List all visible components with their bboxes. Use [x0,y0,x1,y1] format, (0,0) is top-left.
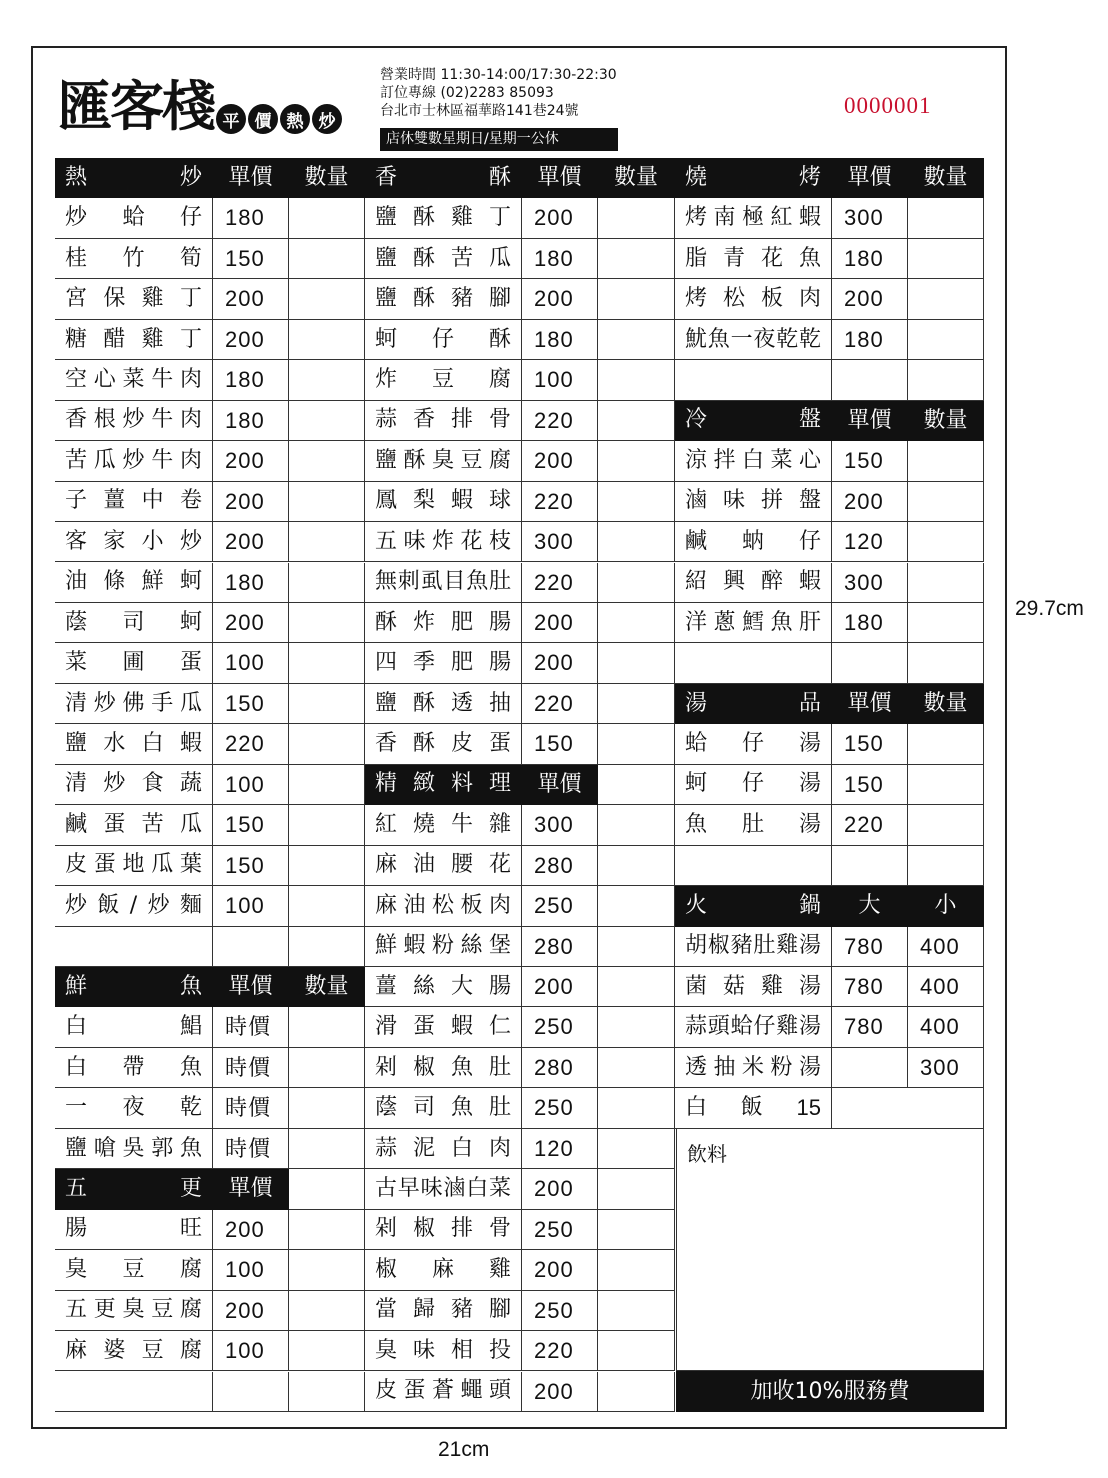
menu-item-name: 臭 豆 腐 [55,1250,213,1290]
menu-item-small-price: 400 [908,967,984,1007]
menu-item-price: 200 [522,967,598,1007]
menu-item-price: 15 [796,1095,821,1121]
quantity-cell [289,279,365,319]
drinks-label: 飲料 [687,1142,727,1166]
reservation-phone: 訂位專線 (02)2283 85093 [380,85,554,101]
menu-item-name: 剁 椒 排 骨 [365,1210,522,1250]
menu-item-price [832,643,908,683]
quantity-cell [289,1250,365,1290]
quantity-cell [289,441,365,481]
quantity-cell [289,320,365,360]
quantity-cell [289,1088,365,1128]
quantity-cell [598,482,675,522]
menu-item-name: 四 季 肥 腸 [365,643,522,683]
drinks-box [676,1128,984,1371]
menu-item-price: 200 [213,1291,289,1331]
menu-item-price: 250 [522,1007,598,1047]
menu-item-price: 250 [522,1210,598,1250]
quantity-cell [598,643,675,683]
menu-item-name: 臭 味 相 投 [365,1331,522,1371]
menu-item-price: 200 [522,603,598,643]
menu-item-name: 炒 蛤 仔 [55,198,213,238]
menu-item-price: 200 [522,1169,598,1209]
menu-item-price: 時價 [213,1088,289,1128]
quantity-cell [289,360,365,400]
quantity-cell [598,603,675,643]
menu-item-price: 780 [832,1007,908,1047]
serial-number: 0000001 [844,93,932,118]
menu-item-price: 220 [522,1331,598,1371]
quantity-cell [598,846,675,886]
menu-item-price: 200 [213,603,289,643]
empty-cell [832,1088,984,1128]
menu-item-price: 780 [832,967,908,1007]
quantity-cell [598,724,675,764]
menu-item-name: 胡 椒 豬 肚 雞 湯 [675,927,832,967]
menu-item-price: 100 [213,1331,289,1371]
quantity-cell [289,805,365,845]
quantity-cell [598,1088,675,1128]
menu-item-name: 腸 旺 [55,1210,213,1250]
menu-item-price: 250 [522,1088,598,1128]
quantity-cell [598,1007,675,1047]
menu-item-name [55,927,213,967]
menu-item-name: 空 心 菜 牛 肉 [55,360,213,400]
quantity-cell [289,886,365,926]
quantity-cell [598,1129,675,1169]
menu-item-price: 280 [522,1048,598,1088]
menu-item-name: 糖 醋 雞 丁 [55,320,213,360]
menu-item-price: 120 [832,522,908,562]
quantity-cell [598,198,675,238]
menu-item-name: 酥 炸 肥 腸 [365,603,522,643]
menu-item-name: 香 根 炒 牛 肉 [55,401,213,441]
menu-item-name: 蚵 仔 湯 [675,765,832,805]
menu-item-name: 白 鯧 [55,1007,213,1047]
quantity-cell [598,563,675,603]
menu-item-price: 200 [522,441,598,481]
menu-item-name [675,360,832,400]
menu-item-name: 鹽 酥 豬 腳 [365,279,522,319]
quantity-cell [598,360,675,400]
section-header: 五 更 [55,1169,213,1209]
menu-item-name: 烤 松 板 肉 [675,279,832,319]
quantity-cell [908,522,984,562]
menu-item-price: 200 [213,441,289,481]
menu-item-name: 客 家 小 炒 [55,522,213,562]
menu-item-name: 鹹 蚋 仔 [675,522,832,562]
menu-item-name: 蒜 香 排 骨 [365,401,522,441]
menu-item-price: 180 [832,320,908,360]
quantity-cell [908,441,984,481]
menu-item-price: 250 [522,1291,598,1331]
menu-item-price: 200 [522,1250,598,1290]
menu-item-name: 蒜 頭 蛤 仔 雞 湯 [675,1007,832,1047]
quantity-cell [598,279,675,319]
menu-item-name: 紹 興 醉 蝦 [675,563,832,603]
quantity-cell [289,563,365,603]
menu-item-price: 150 [213,684,289,724]
menu-item-name: 無 刺 虱 目 魚 肚 [365,563,522,603]
menu-item-name: 蔭 司 蚵 [55,603,213,643]
quantity-cell [289,684,365,724]
menu-item-name: 鳳 梨 蝦 球 [365,482,522,522]
menu-item-name: 透 抽 米 粉 湯 [675,1048,832,1088]
section-header: 湯 品 [675,684,832,724]
quantity-cell [598,1250,675,1290]
menu-item-name: 脂 青 花 魚 [675,239,832,279]
menu-item-price: 150 [832,724,908,764]
logo-text: 匯客棧 [58,74,214,138]
menu-item-name: 蔭 司 魚 肚 [365,1088,522,1128]
menu-item-name: 白 帶 魚 [55,1048,213,1088]
menu-item-name: 白 飯 15 [675,1088,832,1128]
menu-item-name: 剁 椒 魚 肚 [365,1048,522,1088]
column-header-qty: 數量 [289,158,365,198]
menu-item-price: 300 [832,198,908,238]
column-header-price: 單價 [522,765,598,805]
menu-item-price: 200 [522,279,598,319]
menu-item-price: 180 [522,320,598,360]
quantity-cell [289,401,365,441]
menu-item-name: 鹽 嗆 吳 郭 魚 [55,1129,213,1169]
menu-item-price: 200 [213,320,289,360]
menu-item-name: 當 歸 豬 腳 [365,1291,522,1331]
service-fee-banner: 加收10%服務費 [676,1371,984,1412]
quantity-cell [908,320,984,360]
menu-item-name: 五 味 炸 花 枝 [365,522,522,562]
menu-item-price: 180 [832,603,908,643]
menu-item-name: 苦 瓜 炒 牛 肉 [55,441,213,481]
column-header-qty: 數量 [908,684,984,724]
menu-item-price: 150 [522,724,598,764]
menu-item-name: 蛤 仔 湯 [675,724,832,764]
section-header: 熱 炒 [55,158,213,198]
quantity-cell [598,401,675,441]
section-header: 燒 烤 [675,158,832,198]
menu-item-price: 180 [213,401,289,441]
quantity-cell [289,1129,365,1169]
menu-item-name: 鹽 酥 苦 瓜 [365,239,522,279]
menu-item-name: 皮 蛋 蒼 蠅 頭 [365,1372,522,1412]
logo-sub-char: 炒 [312,104,342,134]
menu-item-price: 120 [522,1129,598,1169]
logo-sub-char: 價 [248,104,278,134]
menu-item-name: 涼 拌 白 菜 心 [675,441,832,481]
quantity-cell [598,1210,675,1250]
menu-item-price: 200 [213,522,289,562]
menu-item-price: 300 [832,563,908,603]
menu-item-price: 100 [213,765,289,805]
quantity-cell [598,1372,675,1412]
menu-item-name: 薑 絲 大 腸 [365,967,522,1007]
column-header-qty: 小 [908,886,984,926]
quantity-cell [289,724,365,764]
width-dimension: 21cm [438,1438,490,1461]
column-header-price: 單價 [213,967,289,1007]
menu-item-price: 200 [832,279,908,319]
menu-item-name: 鹽 酥 雞 丁 [365,198,522,238]
menu-item-price: 250 [522,886,598,926]
menu-item-price: 100 [213,886,289,926]
menu-item-price: 300 [522,522,598,562]
menu-item-name: 鹹 蛋 苦 瓜 [55,805,213,845]
menu-item-price: 200 [522,1372,598,1412]
quantity-cell [289,1048,365,1088]
menu-item-name: 一 夜 乾 [55,1088,213,1128]
menu-item-price: 220 [522,684,598,724]
quantity-cell [598,967,675,1007]
menu-item-name: 滷 味 拼 盤 [675,482,832,522]
menu-item-name: 紅 燒 牛 雜 [365,805,522,845]
menu-item-price: 220 [522,401,598,441]
menu-item-name: 鹽 水 白 蝦 [55,724,213,764]
menu-item-name: 蒜 泥 白 肉 [365,1129,522,1169]
section-header: 鮮 魚 [55,967,213,1007]
menu-item-name [675,643,832,683]
menu-item-price: 200 [213,482,289,522]
quantity-cell [289,1331,365,1371]
menu-item-name: 清 炒 食 蔬 [55,765,213,805]
closed-days-banner: 店休雙數星期日/星期一公休 [380,128,618,151]
quantity-cell [598,239,675,279]
menu-item-price: 300 [522,805,598,845]
menu-item-price: 200 [522,643,598,683]
menu-item-name: 烤 南 極 紅 蝦 [675,198,832,238]
menu-item-price: 180 [213,563,289,603]
quantity-cell [289,1210,365,1250]
menu-item-name: 炸 豆 腐 [365,360,522,400]
quantity-cell [908,198,984,238]
section-header: 冷 盤 [675,401,832,441]
menu-item-price: 220 [522,563,598,603]
column-header-qty: 數量 [908,158,984,198]
menu-item-price: 150 [213,846,289,886]
address: 台北市士林區福華路141巷24號 [380,103,579,119]
logo-sub-char: 平 [216,104,246,134]
quantity-cell [598,441,675,481]
menu-item-price: 180 [213,198,289,238]
menu-item-price [832,360,908,400]
quantity-cell [908,482,984,522]
quantity-cell [598,1331,675,1371]
menu-item-name: 子 薑 中 卷 [55,482,213,522]
column-header-qty: 數量 [289,967,365,1007]
menu-item-name: 菜 圃 蛋 [55,643,213,683]
quantity-cell [598,684,675,724]
empty-cell [289,1169,365,1209]
menu-item-price: 220 [522,482,598,522]
quantity-cell [598,1048,675,1088]
menu-item-price: 180 [213,360,289,400]
menu-item-small-price: 400 [908,1007,984,1047]
quantity-cell [289,239,365,279]
menu-item-name: 皮 蛋 地 瓜 葉 [55,846,213,886]
menu-item-price: 780 [832,927,908,967]
menu-item-name: 魷 魚 一 夜 乾 乾 [675,320,832,360]
quantity-cell [908,724,984,764]
section-header: 火 鍋 [675,886,832,926]
menu-item-price: 時價 [213,1129,289,1169]
menu-item-price: 200 [832,482,908,522]
quantity-cell [289,846,365,886]
menu-item-name: 炒 飯 / 炒 麵 [55,886,213,926]
column-header-qty: 數量 [908,401,984,441]
quantity-cell [289,1007,365,1047]
menu-item-small-price: 300 [908,1048,984,1088]
menu-item-name: 鮮 蝦 粉 絲 堡 [365,927,522,967]
quantity-cell [289,765,365,805]
empty-cell [598,765,675,805]
quantity-cell [598,886,675,926]
menu-item-price [213,927,289,967]
menu-item-price: 時價 [213,1048,289,1088]
menu-item-price [832,846,908,886]
quantity-cell [598,805,675,845]
quantity-cell [289,603,365,643]
menu-item-price: 150 [832,441,908,481]
menu-item-price: 100 [213,1250,289,1290]
menu-item-name: 五 更 臭 豆 腐 [55,1291,213,1331]
menu-item-small-price: 400 [908,927,984,967]
quantity-cell [598,1291,675,1331]
menu-item-price: 時價 [213,1007,289,1047]
quantity-cell [289,198,365,238]
quantity-cell [598,1169,675,1209]
menu-item-name: 滑 蛋 蝦 仁 [365,1007,522,1047]
quantity-cell [908,846,984,886]
menu-item-name: 麻 油 松 板 肉 [365,886,522,926]
column-header-price: 單價 [213,158,289,198]
business-hours: 營業時間 11:30-14:00/17:30-22:30 [380,67,617,83]
quantity-cell [289,927,365,967]
menu-item-name: 桂 竹 筍 [55,239,213,279]
quantity-cell [598,927,675,967]
menu-item-name: 魚 肚 湯 [675,805,832,845]
menu-item-name [55,1372,213,1412]
menu-item-price: 180 [522,239,598,279]
menu-item-name: 麻 油 腰 花 [365,846,522,886]
column-header-price: 單價 [832,684,908,724]
column-header-price: 單價 [832,158,908,198]
menu-item-name: 鹽 酥 臭 豆 腐 [365,441,522,481]
menu-item-name: 宮 保 雞 丁 [55,279,213,319]
column-header-qty: 數量 [598,158,675,198]
menu-item-price: 280 [522,846,598,886]
quantity-cell [908,643,984,683]
quantity-cell [908,765,984,805]
quantity-cell [908,563,984,603]
quantity-cell [908,279,984,319]
menu-item-price [832,1048,908,1088]
menu-item-price [213,1372,289,1412]
quantity-cell [908,603,984,643]
section-header: 香 酥 [365,158,522,198]
quantity-cell [289,643,365,683]
quantity-cell [289,1372,365,1412]
menu-item-name: 清 炒 佛 手 瓜 [55,684,213,724]
menu-item-price: 150 [213,805,289,845]
menu-item-name: 洋 蔥 鱈 魚 肝 [675,603,832,643]
menu-item-price: 200 [213,279,289,319]
column-header-price: 大 [832,886,908,926]
menu-item-name: 古 早 味 滷 白 菜 [365,1169,522,1209]
menu-item-name: 蚵 仔 酥 [365,320,522,360]
column-header-price: 單價 [213,1169,289,1209]
quantity-cell [908,239,984,279]
quantity-cell [289,482,365,522]
menu-item-name: 菌 菇 雞 湯 [675,967,832,1007]
quantity-cell [908,360,984,400]
menu-item-name: 香 酥 皮 蛋 [365,724,522,764]
menu-item-price: 180 [832,239,908,279]
quantity-cell [598,320,675,360]
column-header-price: 單價 [522,158,598,198]
menu-item-price: 150 [213,239,289,279]
menu-item-price: 280 [522,927,598,967]
menu-item-price: 150 [832,765,908,805]
menu-item-price: 200 [522,198,598,238]
quantity-cell [598,522,675,562]
logo-sub-char: 熱 [280,104,310,134]
menu-item-name: 鹽 酥 透 抽 [365,684,522,724]
menu-item-name: 油 條 鮮 蚵 [55,563,213,603]
quantity-cell [289,522,365,562]
quantity-cell [908,805,984,845]
menu-item-name [675,846,832,886]
menu-item-price: 220 [213,724,289,764]
menu-item-name: 麻 婆 豆 腐 [55,1331,213,1371]
height-dimension: 29.7cm [1015,597,1084,620]
section-header: 精 緻 料 理 [365,765,522,805]
quantity-cell [289,1291,365,1331]
menu-item-price: 100 [213,643,289,683]
menu-item-price: 200 [213,1210,289,1250]
menu-item-price: 100 [522,360,598,400]
column-header-price: 單價 [832,401,908,441]
menu-item-name: 椒 麻 雞 [365,1250,522,1290]
menu-item-price: 220 [832,805,908,845]
